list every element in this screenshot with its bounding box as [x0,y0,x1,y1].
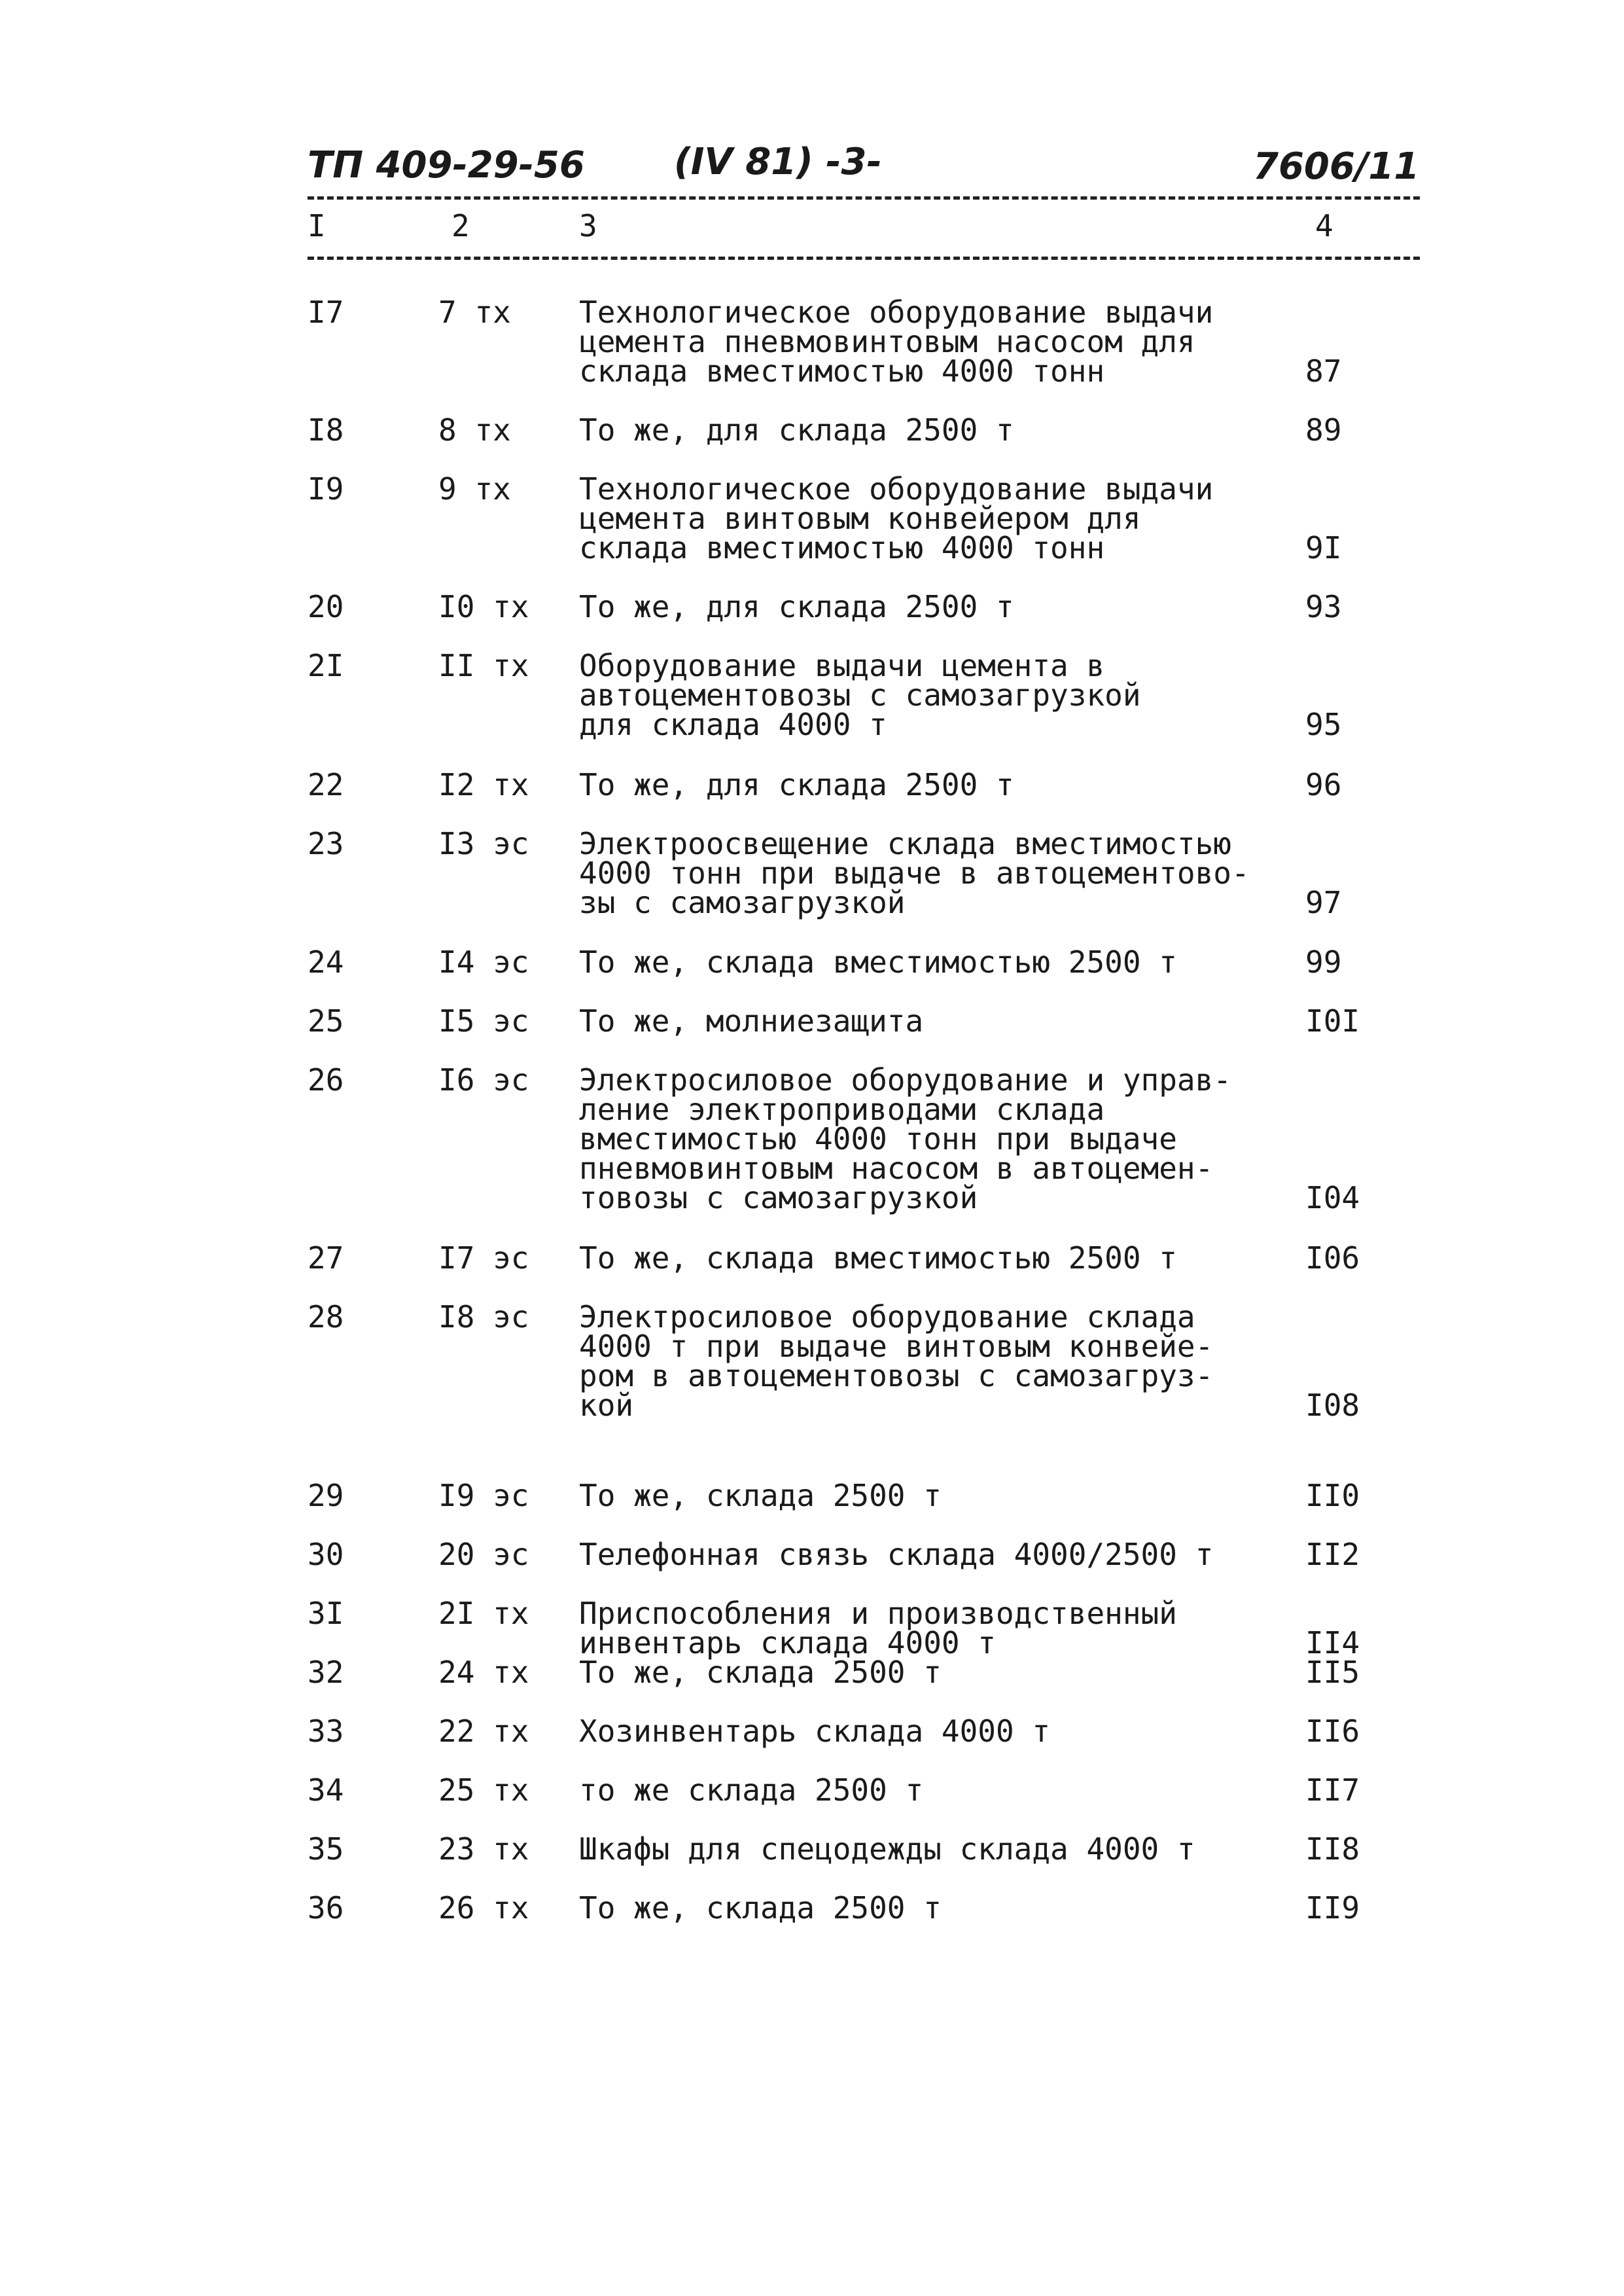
sheet-code: I9 эс [438,1478,529,1513]
row-number: 2I [308,648,344,683]
row-number: I7 [308,295,344,330]
sheet-code: II тх [438,648,529,683]
table-row [0,1655,1624,1690]
sheet-title: То же, склада 2500 т [579,1655,942,1690]
row-number: 34 [308,1772,344,1808]
table-row [0,1713,1624,1749]
table-row [0,1831,1624,1867]
doc-code: ТП 409-29-56 [308,144,585,187]
sheet-title: То же, для склада 2500 т [579,589,1014,624]
sheet-title: То же, склада вместимостью 2500 т [579,1240,1177,1276]
sheet-code: I5 эс [438,1003,529,1039]
sheet-code: I6 эс [438,1062,529,1098]
sheet-code: 9 тх [438,471,511,507]
row-number: I9 [308,471,344,507]
row-number: 3I [308,1596,344,1631]
row-number: 29 [308,1478,344,1513]
sheet-code: I7 эс [438,1240,529,1276]
page-number: 96 [1305,767,1342,802]
sheet-code: 23 тх [438,1831,529,1867]
sheet-code: 25 тх [438,1772,529,1808]
sheet-code: 24 тх [438,1655,529,1690]
sheet-title: то же склада 2500 т [579,1772,924,1808]
table-row [0,471,1624,565]
column-header-4: 4 [1315,208,1333,243]
row-number: 26 [308,1062,344,1098]
page-number: 95 [1305,707,1342,742]
sheet-code: I3 эс [438,826,529,861]
sheet-code: 2I тх [438,1596,529,1631]
page-number: 97 [1305,885,1342,920]
table-row [0,767,1624,802]
sheet-title: Телефонная связь склада 4000/2500 т [579,1537,1214,1572]
table-row [0,1062,1624,1215]
page-number: 93 [1305,589,1342,624]
table-row [0,1240,1624,1276]
row-number: 33 [308,1713,344,1749]
row-number: 35 [308,1831,344,1867]
row-number: 20 [308,589,344,624]
sheet-code: 8 тх [438,412,511,448]
page-number: II8 [1305,1831,1360,1867]
page-number: 87 [1305,353,1342,389]
page-number: 9I [1305,530,1342,565]
table-row [0,944,1624,980]
sheet-code: I4 эс [438,944,529,980]
sheet-title: То же, молниезащита [579,1003,924,1039]
sheet-code: I2 тх [438,767,529,802]
row-number: 22 [308,767,344,802]
column-header-3: 3 [579,208,597,243]
table-row [0,1890,1624,1926]
page-number: 89 [1305,412,1342,448]
row-number: 36 [308,1890,344,1926]
page-number: II2 [1305,1537,1360,1572]
sheet-code: 22 тх [438,1713,529,1749]
table-row [0,1772,1624,1808]
page-number: II5 [1305,1655,1360,1690]
sheet-code: 7 тх [438,295,511,330]
row-number: 30 [308,1537,344,1572]
page-number: II0 [1305,1478,1360,1513]
sheet-code: I8 эс [438,1299,529,1335]
row-number: 23 [308,826,344,861]
row-number: 24 [308,944,344,980]
table-row [0,1003,1624,1039]
sheet-title: То же, для склада 2500 т [579,412,1014,448]
page-number: I04 [1305,1180,1360,1215]
sheet-title: То же, склада 2500 т [579,1890,942,1926]
sheet-code: I0 тх [438,589,529,624]
row-number: 25 [308,1003,344,1039]
sheet-title: Шкафы для спецодежды склада 4000 т [579,1831,1195,1867]
sheet-title: Приспособления и производственный инвентарь склада 4000 т [579,1596,1177,1660]
row-number: I8 [308,412,344,448]
row-number: 28 [308,1299,344,1335]
sheet-number: (IV 81) -3- [674,141,882,183]
page-number: I08 [1305,1388,1360,1423]
table-row [0,1596,1624,1660]
table-row [0,648,1624,742]
table-row [0,412,1624,448]
sheet-title: То же, склада вместимостью 2500 т [579,944,1177,980]
page-number: II9 [1305,1890,1360,1926]
row-number: 27 [308,1240,344,1276]
row-number: 32 [308,1655,344,1690]
table-row [0,826,1624,920]
sheet-title: Технологическое оборудование выдачи цемента пневмовинтовым насосом для склада вместимостью 4000 тонн [579,295,1214,389]
table-row [0,295,1624,389]
page-number: II4 [1305,1625,1360,1660]
table-row [0,1537,1624,1572]
table-row [0,1478,1624,1513]
header-rule-top [308,196,1420,200]
column-header-1: I [308,208,326,243]
page-number: II7 [1305,1772,1360,1808]
table-row [0,1299,1624,1423]
column-header-2: 2 [451,208,470,243]
sheet-title: То же, склада 2500 т [579,1478,942,1513]
page-number: I0I [1305,1003,1360,1039]
sheet-title: Электроосвещение склада вместимостью 4000 тонн при выдаче в автоцементово- зы с самозагрузкой [579,826,1250,920]
sheet-title: Электросиловое оборудование и управ- ление электроприводами склада вместимостью 4000 тонн при выдаче пневмовинтовым насосом в автоцемен- товозы с самозагрузкой [579,1062,1231,1215]
sheet-code: 20 эс [438,1537,529,1572]
sheet-title: Электросиловое оборудование склада 4000 т при выдаче винтовым конвейе- ром в автоцементовозы с самозагруз- кой [579,1299,1214,1423]
sheet-title: То же, для склада 2500 т [579,767,1014,802]
page-number: I06 [1305,1240,1360,1276]
sheet-title: Технологическое оборудование выдачи цемента винтовым конвейером для склада вместимостью 4000 тонн [579,471,1214,565]
header-rule-bottom [308,257,1420,260]
sheet-title: Хозинвентарь склада 4000 т [579,1713,1051,1749]
sheet-title: Оборудование выдачи цемента в автоцементовозы с самозагрузкой для склада 4000 т [579,648,1141,742]
table-row [0,589,1624,624]
archive-number: 7606/11 [1253,145,1420,188]
page-number: 99 [1305,944,1342,980]
sheet-code: 26 тх [438,1890,529,1926]
page-number: II6 [1305,1713,1360,1749]
